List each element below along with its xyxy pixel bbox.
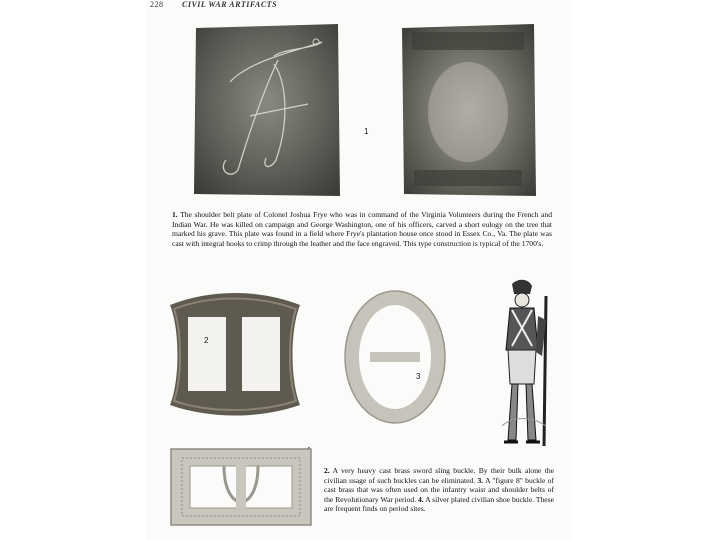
figure-eight-buckle-photo (340, 286, 450, 428)
shoe-buckle-photo (168, 446, 314, 528)
figure-label-1: 1 (364, 127, 369, 136)
page-header (150, 0, 277, 9)
caption-figure-1 (172, 210, 552, 248)
caption-1-number: 1. (172, 210, 178, 219)
belt-plate-back-photo (398, 22, 538, 198)
caption-4-text: A silver plated civilian shoe buckle. These are frequent finds on period sites. (324, 494, 554, 514)
caption-2-text: A very heavy cast brass sword sling buckle. By their bulk alone the civilian usage of such buckles can be eliminated. (324, 466, 554, 485)
running-title: CIVIL WAR ARTIFACTS (182, 0, 278, 9)
sword-sling-buckle-photo (160, 285, 308, 427)
figure-label-2: 2 (204, 336, 209, 345)
soldier-illustration (482, 276, 560, 452)
belt-plate-front-photo (190, 20, 344, 200)
caption-1-text: The shoulder belt plate of Colonel Joshua Frye who was in command of the Virginia Volunteers during the French and Indian War. He was killed on campaign and George Washington, one of his officers, carved a short eulogy on the tree that marked his grave. This plate was found in a field where Frye's plantation house once stood in Essex Co., Va. The plate was cast with integral hooks to crimp through the leather and the face engraved. This type construction is typical of the 1700's. (172, 210, 552, 248)
figure-label-3: 3 (416, 372, 421, 381)
caption-4-number: 4. (418, 494, 424, 504)
caption-2-number: 2. (324, 466, 330, 475)
caption-3-text: A "figure 8" buckle of cast brass that was often used on the infantry waist and shoulder belts of the Revolutionary War period. (324, 475, 554, 504)
caption-figures-2-4 (324, 466, 554, 514)
caption-3-number: 3. (477, 475, 484, 485)
page-number: 228 (150, 0, 164, 9)
